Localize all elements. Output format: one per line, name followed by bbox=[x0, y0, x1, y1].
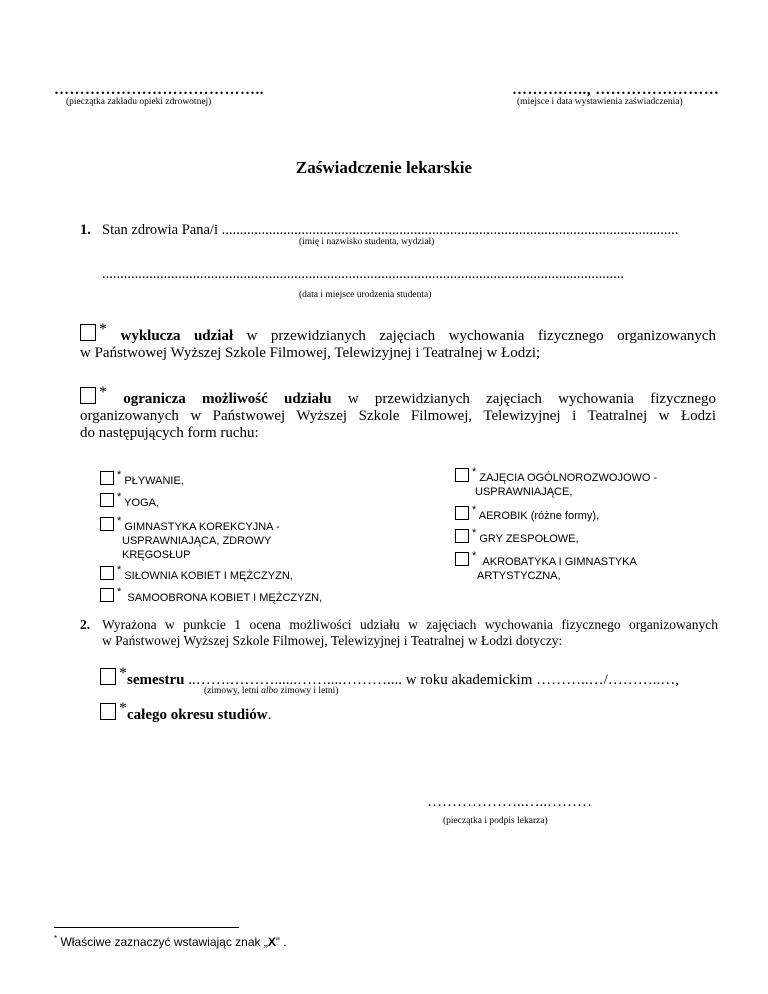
form-silownia: * SIŁOWNIA KOBIET I MĘŻCZYZN, bbox=[100, 563, 293, 583]
form-yoga: * YOGA, bbox=[100, 490, 159, 510]
checkbox-ogolnorozwojowe[interactable] bbox=[455, 468, 469, 482]
option-limit: * ogranicza możliwość udziału w przewidzianych zajęciach wychowania fizycznego organizowanych w Państwowej Wyższej Szkole Filmowej, Telewizyjnej i Teatralnej w Łodzi do następujących form ruchu: bbox=[80, 384, 716, 441]
checkbox-whole-studies[interactable] bbox=[100, 703, 116, 720]
stamp-caption: (pieczątka zakładu opieki zdrowotnej) bbox=[66, 97, 212, 107]
place-date-caption: (miejsce i data wystawienia zaświadczenia) bbox=[517, 97, 683, 107]
whole-studies-line: *całego okresu studiów. bbox=[100, 700, 271, 724]
semester-caption: (zimowy, letni albo zimowy i letni) bbox=[204, 686, 339, 696]
option-exclude: * wyklucza udział w przewidzianych zajęciach wychowania fizycznego organizowanych w Państwowej Wyższej Szkole Filmowej, Telewizyjnej i Teatralnej w Łodzi; bbox=[80, 321, 717, 361]
checkbox-silownia[interactable] bbox=[100, 566, 114, 580]
form-plywanie: * PŁYWANIE, bbox=[100, 468, 184, 488]
birth-dots: ................................................................................................................................................ bbox=[102, 266, 624, 282]
signature-caption: (pieczątka i podpis lekarza) bbox=[443, 816, 548, 826]
name-caption: (imię i nazwisko studenta, wydział) bbox=[299, 237, 435, 247]
birth-caption: (data i miejsce urodzenia studenta) bbox=[299, 290, 432, 300]
footnote: * Właściwe zaznaczyć wstawiając znak „X” . bbox=[54, 934, 287, 949]
checkbox-semester[interactable] bbox=[100, 668, 116, 685]
form-gry: * GRY ZESPOŁOWE, bbox=[455, 526, 579, 546]
place-date-dots: ……….….., …………………… bbox=[512, 82, 720, 98]
semester-line: *semestru ..…….………......……....……….... w roku akademickim ………..…/………..…, bbox=[100, 665, 679, 689]
form-ogolnorozwojowe: * ZAJĘCIA OGÓLNOROZWOJOWO - USPRAWNIAJĄCE, bbox=[455, 465, 657, 499]
checkbox-gry[interactable] bbox=[455, 529, 469, 543]
page-title: Zaświadczenie lekarskie bbox=[295, 158, 473, 177]
checkbox-yoga[interactable] bbox=[100, 493, 114, 507]
section2-text: Wyrażona w punkcie 1 ocena możliwości udziału w zajęciach wychowania fizycznego organizowanych w Państwowej Wyższej Szkole Filmowej, Telewizyjnej i Teatralnej w Łodzi dotyczy: bbox=[102, 617, 718, 648]
form-gimnastyka: * GIMNASTYKA KOREKCYJNA - USPRAWNIAJĄCA, ZDROWY KRĘGOSŁUP bbox=[100, 514, 280, 562]
form-akrobatyka: * AKROBATYKA I GIMNASTYKA ARTYSTYCZNA, bbox=[455, 549, 637, 583]
signature-dots: ………………..…..……… bbox=[427, 794, 592, 810]
health-state-line: Stan zdrowia Pana/i .............................................................................................................................. bbox=[102, 222, 679, 238]
checkbox-plywanie[interactable] bbox=[100, 471, 114, 485]
section1-number: 1. bbox=[80, 222, 91, 238]
checkbox-exclude[interactable] bbox=[80, 324, 96, 341]
checkbox-gimnastyka[interactable] bbox=[100, 517, 114, 531]
checkbox-akrobatyka[interactable] bbox=[455, 552, 469, 566]
form-samoobrona: * SAMOOBRONA KOBIET I MĘŻCZYZN, bbox=[100, 585, 322, 605]
form-aerobik: * AEROBIK (różne formy), bbox=[455, 503, 599, 523]
checkbox-aerobik[interactable] bbox=[455, 506, 469, 520]
stamp-dots: ………………………………….. bbox=[54, 82, 264, 98]
checkbox-limit[interactable] bbox=[80, 387, 96, 404]
footnote-divider bbox=[54, 927, 239, 928]
checkbox-samoobrona[interactable] bbox=[100, 588, 114, 602]
section2-number: 2. bbox=[80, 617, 91, 632]
